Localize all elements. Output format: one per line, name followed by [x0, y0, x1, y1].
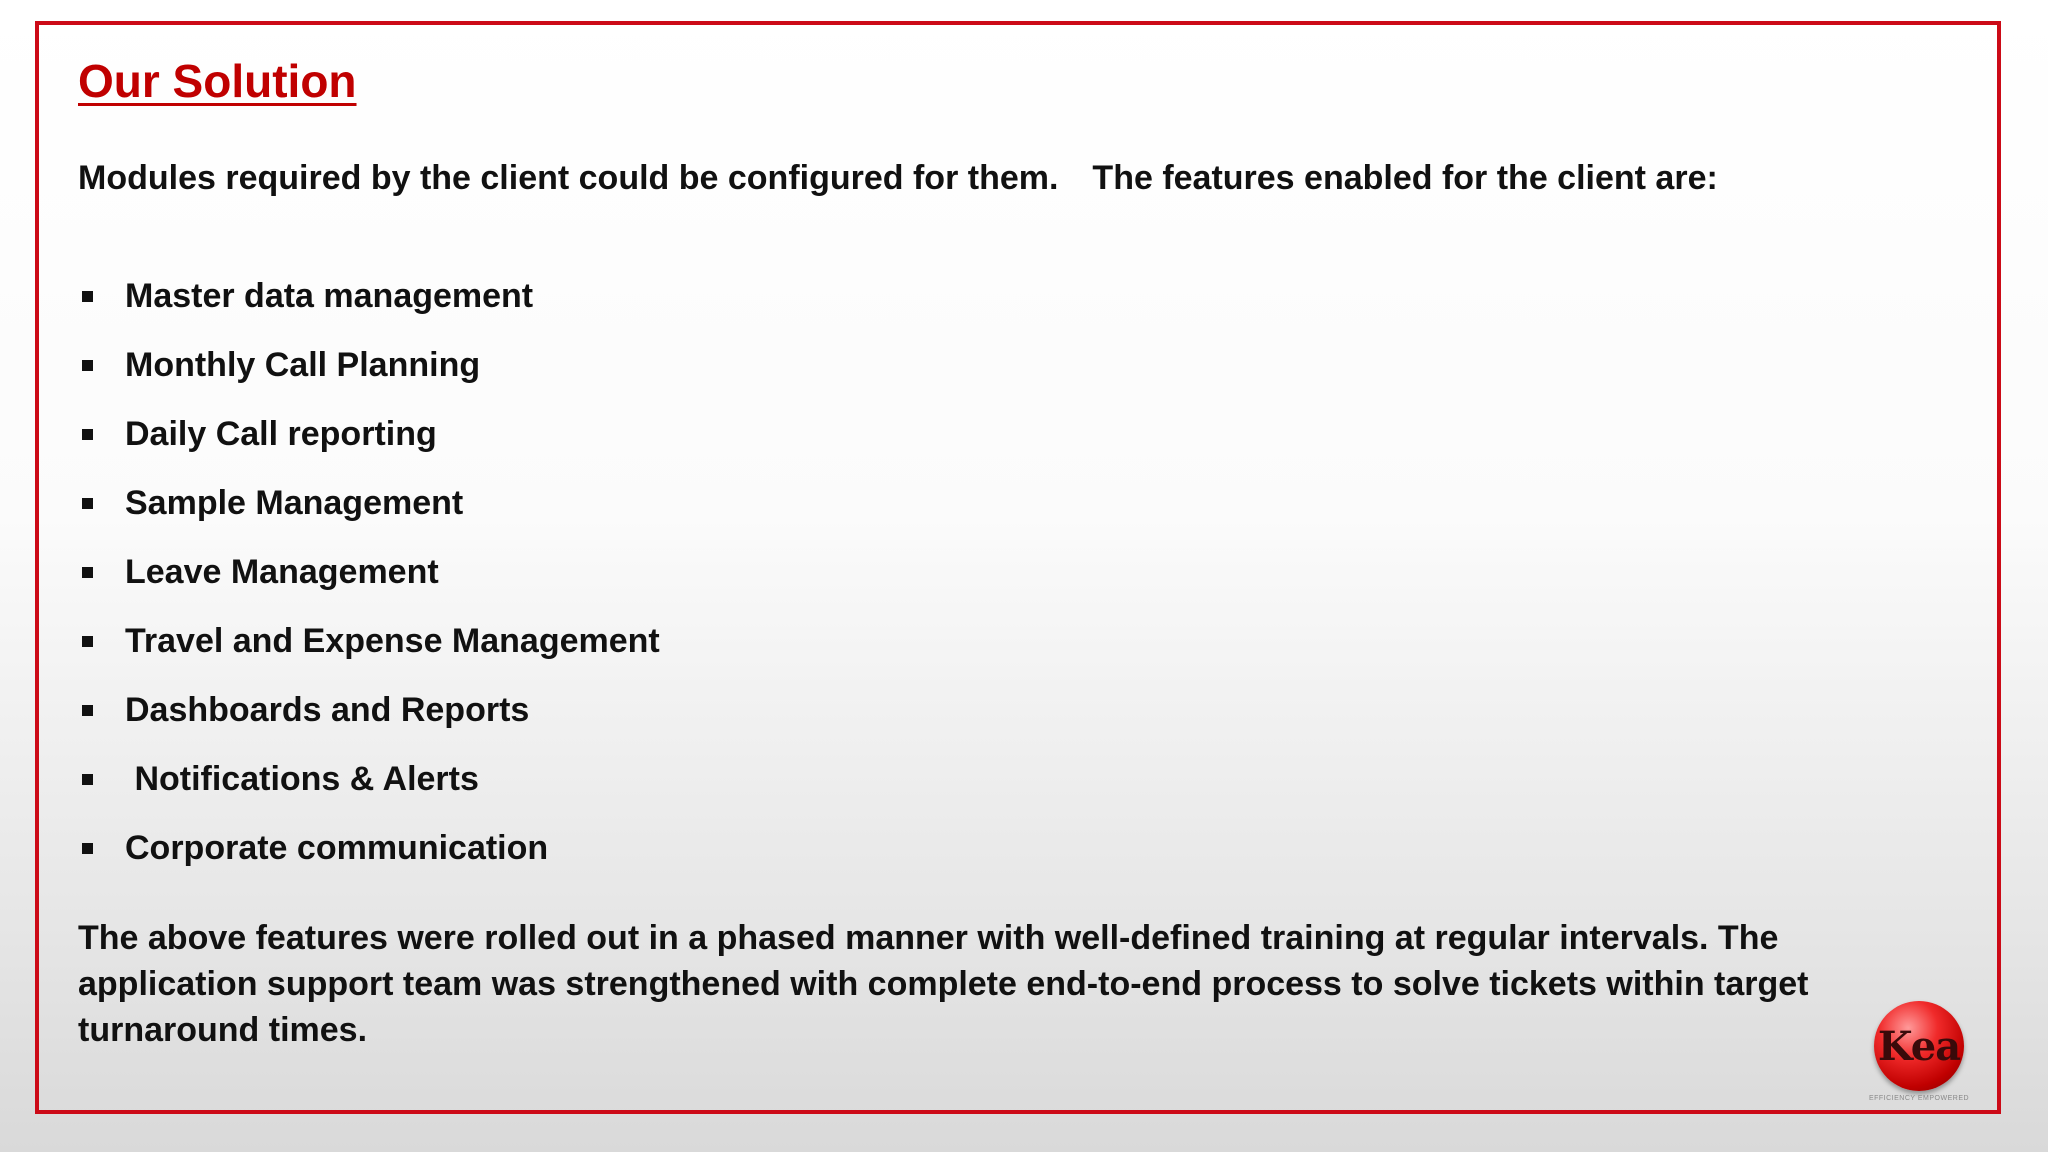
slide-title: Our Solution [78, 55, 357, 107]
feature-label: Corporate communication [125, 829, 549, 867]
feature-label: Master data management [125, 277, 534, 315]
bullet-icon [82, 774, 93, 785]
intro-part-1: Modules required by the client could be configured for them. [78, 159, 1059, 197]
bullet-icon [82, 498, 93, 509]
feature-item [78, 814, 660, 883]
bullet-icon [82, 705, 93, 716]
feature-item [78, 607, 660, 676]
feature-item [78, 469, 660, 538]
intro-part-2: The features enabled for the client are: [1092, 159, 1718, 197]
logo-tagline: EFFICIENCY EMPOWERED [1868, 1095, 1970, 1102]
feature-list [78, 262, 660, 883]
feature-item [78, 676, 660, 745]
feature-label: Travel and Expense Management [125, 622, 660, 660]
feature-label: Notifications & Alerts [125, 760, 479, 798]
closing-paragraph: The above features were rolled out in a phased manner with well-defined training at regular intervals. The application support team was strengthened with complete end-to-end process to solve tickets within target turnaround times. [78, 919, 1809, 1049]
kea-logo [1862, 995, 1972, 1107]
feature-item [78, 745, 660, 814]
feature-label: Dashboards and Reports [125, 691, 530, 729]
bullet-icon [82, 636, 93, 647]
feature-label: Daily Call reporting [125, 415, 437, 453]
bullet-icon [82, 843, 93, 854]
intro-text [78, 159, 1718, 198]
feature-item [78, 538, 660, 607]
logo-wordmark: Kea [1877, 1023, 1961, 1070]
feature-label: Monthly Call Planning [125, 346, 481, 384]
feature-item [78, 262, 660, 331]
feature-label: Leave Management [125, 553, 439, 591]
feature-label: Sample Management [125, 484, 464, 522]
bullet-icon [82, 429, 93, 440]
feature-item [78, 331, 660, 400]
bullet-icon [82, 360, 93, 371]
bullet-icon [82, 291, 93, 302]
bullet-icon [82, 567, 93, 578]
feature-item [78, 400, 660, 469]
